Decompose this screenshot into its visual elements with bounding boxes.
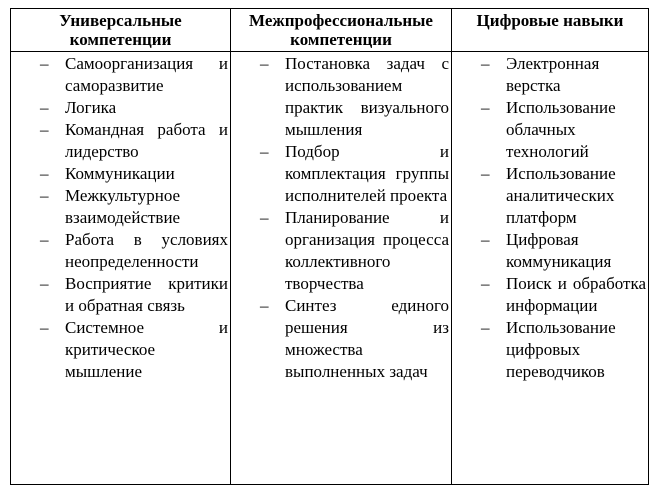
item-text: Командная работа и лидерство: [65, 120, 228, 161]
item-text: Использование аналитических платформ: [506, 164, 616, 227]
dash-bullet: –: [481, 54, 490, 73]
item-text: Самоорганизация и саморазвитие: [65, 54, 228, 95]
dash-bullet: –: [481, 274, 490, 293]
list-item: [231, 295, 449, 383]
item-text: Межкультурное взаимодействие: [65, 186, 181, 227]
dash-bullet: –: [481, 164, 490, 183]
header-row: [11, 9, 649, 52]
dash-bullet: –: [481, 318, 490, 337]
dash-bullet: –: [40, 318, 49, 337]
item-text: Синтез единого решения из множества выполненных задач: [285, 296, 449, 381]
list-item: [11, 185, 228, 229]
item-text: Электронная верстка: [506, 54, 600, 95]
list-item: [452, 53, 646, 97]
cell-interprofessional: [231, 52, 452, 485]
list-item: [452, 163, 646, 229]
list-item: [11, 53, 228, 97]
dash-bullet: –: [40, 274, 49, 293]
list-item: [11, 273, 228, 317]
dash-bullet: –: [40, 98, 49, 117]
dash-bullet: –: [260, 142, 269, 161]
list-item: [11, 97, 228, 119]
dash-bullet: –: [40, 186, 49, 205]
item-text: Логика: [65, 98, 117, 117]
competencies-table: [10, 8, 649, 485]
dash-bullet: –: [40, 164, 49, 183]
item-text: Планирование и организация процесса коллективного творчества: [285, 208, 449, 293]
list-universal: [11, 52, 230, 383]
item-text: Цифровая коммуникация: [506, 230, 612, 271]
list-item: [231, 53, 449, 141]
cell-digital: [452, 52, 649, 485]
header-universal: Универсальные компетенции: [11, 9, 231, 52]
list-item: [11, 119, 228, 163]
item-text: Использование облачных технологий: [506, 98, 616, 161]
dash-bullet: –: [40, 54, 49, 73]
dash-bullet: –: [260, 296, 269, 315]
list-digital: [452, 52, 648, 383]
list-item: [452, 229, 646, 273]
item-text: Работа в условиях неопределенности: [65, 230, 228, 271]
dash-bullet: –: [481, 98, 490, 117]
list-item: [231, 141, 449, 207]
item-text: Постановка задач с использованием практик визуального мышления: [285, 54, 449, 139]
item-text: Системное и критическое мышление: [65, 318, 228, 381]
list-item: [11, 163, 228, 185]
list-item: [452, 273, 646, 317]
dash-bullet: –: [260, 54, 269, 73]
list-item: [452, 97, 646, 163]
header-interprofessional: Межпрофессиональные компетенции: [231, 9, 452, 52]
dash-bullet: –: [260, 208, 269, 227]
item-text: Использование цифровых переводчиков: [506, 318, 616, 381]
list-item: [11, 317, 228, 383]
item-text: Коммуникации: [65, 164, 175, 183]
content-row: [11, 52, 649, 485]
dash-bullet: –: [40, 120, 49, 139]
item-text: Подбор и комплектация группы исполнителей проекта: [285, 142, 449, 205]
item-text: Восприятие критики и обратная связь: [65, 274, 228, 315]
list-item: [231, 207, 449, 295]
item-text: Поиск и обработка информации: [506, 274, 646, 315]
list-interprofessional: [231, 52, 451, 383]
list-item: [452, 317, 646, 383]
header-digital: Цифровые навыки: [452, 9, 649, 52]
list-item: [11, 229, 228, 273]
cell-universal: [11, 52, 231, 485]
dash-bullet: –: [481, 230, 490, 249]
dash-bullet: –: [40, 230, 49, 249]
